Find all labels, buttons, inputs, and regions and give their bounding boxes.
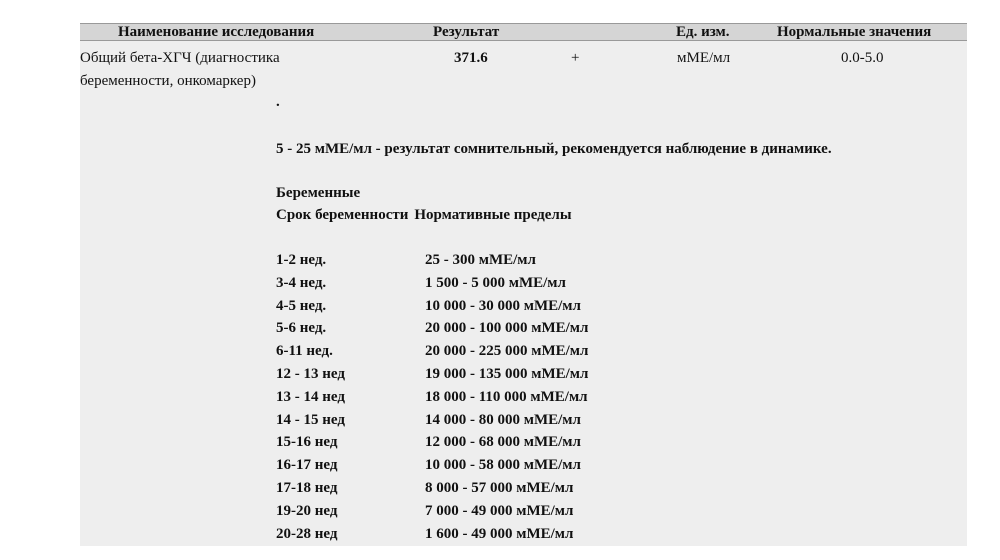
reference-range: 18 000 - 110 000 мМЕ/мл <box>425 388 588 405</box>
header-test-name: Наименование исследования <box>118 24 315 40</box>
reference-term: 12 - 13 нед <box>276 365 345 382</box>
test-unit: мМЕ/мл <box>677 50 731 66</box>
reference-row <box>276 340 876 363</box>
reference-row <box>276 409 876 432</box>
reference-range: 10 000 - 30 000 мМЕ/мл <box>425 297 581 314</box>
reference-row <box>276 500 876 523</box>
reference-range: 8 000 - 57 000 мМЕ/мл <box>425 479 574 496</box>
reference-term: 16-17 нед <box>276 457 338 474</box>
reference-header <box>276 204 572 226</box>
reference-term: 13 - 14 нед <box>276 388 345 405</box>
reference-row <box>276 431 876 454</box>
reference-term: 4-5 нед. <box>276 297 327 314</box>
reference-range: 20 000 - 225 000 мМЕ/мл <box>425 343 589 360</box>
reference-range: 20 000 - 100 000 мМЕ/мл <box>425 320 589 337</box>
reference-range: 25 - 300 мМЕ/мл <box>425 252 536 268</box>
test-norm: 0.0-5.0 <box>841 50 884 66</box>
reference-row <box>276 523 876 546</box>
reference-term: 17-18 нед <box>276 479 338 496</box>
reference-term: 3-4 нед. <box>276 274 327 291</box>
result-flag: + <box>571 50 580 66</box>
reference-range: 14 000 - 80 000 мМЕ/мл <box>425 411 581 428</box>
column-term: Срок беременности <box>276 207 409 223</box>
test-name: Общий бета-ХГЧ (диагностика беременности, онкомаркер) <box>80 50 280 89</box>
lab-report <box>80 23 967 546</box>
reference-row <box>276 386 876 409</box>
table-header <box>80 23 967 41</box>
reference-row <box>276 272 876 295</box>
reference-range: 12 000 - 68 000 мМЕ/мл <box>425 434 581 451</box>
reference-range: 1 600 - 49 000 мМЕ/мл <box>425 525 574 542</box>
header-result: Результат <box>433 24 500 40</box>
reference-row <box>276 477 876 500</box>
reference-range: 1 500 - 5 000 мМЕ/мл <box>425 274 566 291</box>
header-unit: Ед. изм. <box>676 24 730 40</box>
column-limits: Нормативные пределы <box>414 207 572 223</box>
reference-row <box>276 363 876 386</box>
reference-range: 19 000 - 135 000 мМЕ/мл <box>425 365 589 382</box>
comment-dot: . <box>276 94 280 110</box>
reference-range: 7 000 - 49 000 мМЕ/мл <box>425 502 574 519</box>
reference-row <box>276 317 876 340</box>
reference-term: 19-20 нед <box>276 502 338 519</box>
pregnant-title: Беременные <box>276 185 361 201</box>
reference-term: 5-6 нед. <box>276 320 327 337</box>
reference-term: 14 - 15 нед <box>276 411 345 428</box>
header-norm: Нормальные значения <box>777 24 932 40</box>
reference-table <box>276 249 876 545</box>
reference-term: 15-16 нед <box>276 434 338 451</box>
reference-row <box>276 249 876 272</box>
reference-row <box>276 295 876 318</box>
reference-term: 20-28 нед <box>276 525 338 542</box>
reference-term: 1-2 нед. <box>276 252 327 268</box>
doubtful-note: 5 - 25 мМЕ/мл - результат сомнительный, рекомендуется наблюдение в динамике. <box>276 141 832 157</box>
reference-row <box>276 454 876 477</box>
test-result: 371.6 <box>454 50 488 66</box>
reference-range: 10 000 - 58 000 мМЕ/мл <box>425 457 581 474</box>
reference-term: 6-11 нед. <box>276 343 333 360</box>
